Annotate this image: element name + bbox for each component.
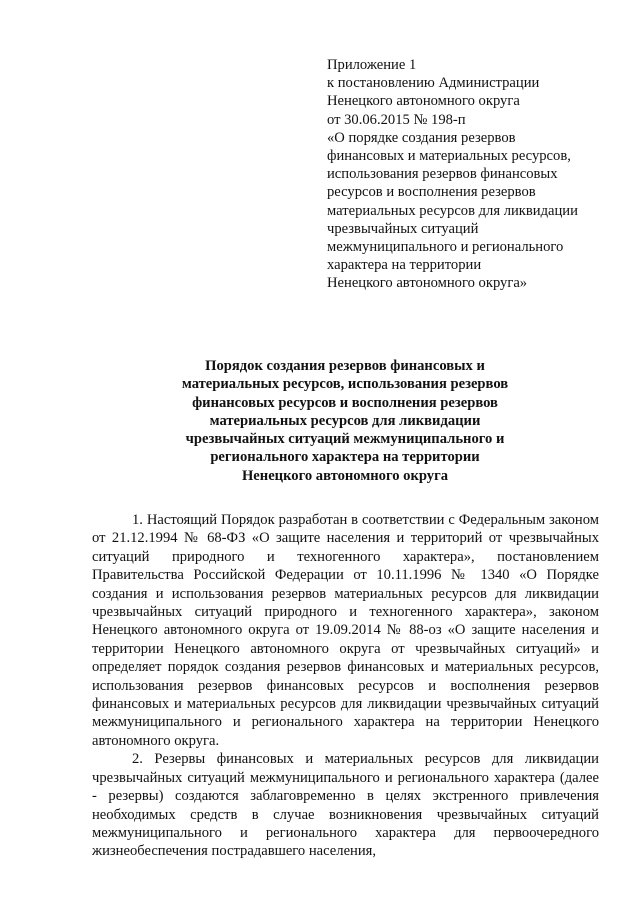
appendix-line: от 30.06.2015 № 198-п — [327, 111, 466, 128]
appendix-line: финансовых и материальных ресурсов, — [327, 148, 571, 165]
appendix-line: Приложение 1 — [327, 57, 417, 73]
paragraph-2: 2. Резервы финансовых и материальных ресурсов для ликвидации чрезвычайных ситуаций межмуниципального и регионального характера (далее - резервы) создаются заблаговременно в целях экстренного привлечения необходимых средств в случае возникновения чрезвычайных ситуаций межмуниципального и регионального характера для первоочередного жизнеобеспечения пострадавшего населения, — [92, 751, 599, 860]
appendix-line: характера на территории — [327, 257, 482, 274]
document-body — [92, 511, 599, 861]
appendix-line: чрезвычайных ситуаций — [327, 220, 479, 237]
appendix-line: Ненецкого автономного округа» — [327, 275, 528, 292]
appendix-line: ресурсов и восполнения резервов — [327, 184, 536, 201]
title-line: материальных ресурсов, использования резервов — [181, 376, 509, 393]
appendix-line: «О порядке создания резервов — [327, 129, 516, 146]
appendix-header — [327, 56, 617, 293]
title-line: Порядок создания резервов финансовых и — [205, 358, 485, 374]
appendix-line: материальных ресурсов для ликвидации — [327, 202, 578, 219]
title-line: регионального характера на территории — [210, 449, 480, 466]
paragraph-1: 1. Настоящий Порядок разработан в соответствии с Федеральным законом от 21.12.1994 № 68-ФЗ «О защите населения и территорий от чрезвычайных ситуаций природного и техногенного характера», постановлением Правительства Российской Федерации от 10.11.1996 № 1340 «О Порядке создания и использования резервов материальных ресурсов для ликвидации чрезвычайных ситуаций природного и техногенного характера», законом Ненецкого автономного округа от 19.09.2014 № 88-оз «О защите населения и территории Ненецкого автономного округа от чрезвычайных ситуаций» и определяет порядок создания резервов финансовых и материальных ресурсов, использования резервов финансовых ресурсов и восполнения резервов финансовых и материальных ресурсов для ликвидации чрезвычайных ситуаций межмуниципального и регионального характера на территории Ненецкого автономного округа. — [92, 512, 599, 749]
title-line: финансовых ресурсов и восполнения резервов — [192, 394, 498, 411]
appendix-line: использования резервов финансовых — [327, 166, 558, 183]
document-title — [150, 357, 540, 485]
title-line: чрезвычайных ситуаций межмуниципального и — [185, 431, 505, 448]
title-line: Ненецкого автономного округа — [241, 467, 449, 484]
appendix-line: межмуниципального и регионального — [327, 239, 564, 256]
title-line: материальных ресурсов для ликвидации — [209, 412, 481, 429]
appendix-line: к постановлению Администрации — [327, 75, 540, 92]
appendix-line: Ненецкого автономного округа — [327, 93, 520, 110]
